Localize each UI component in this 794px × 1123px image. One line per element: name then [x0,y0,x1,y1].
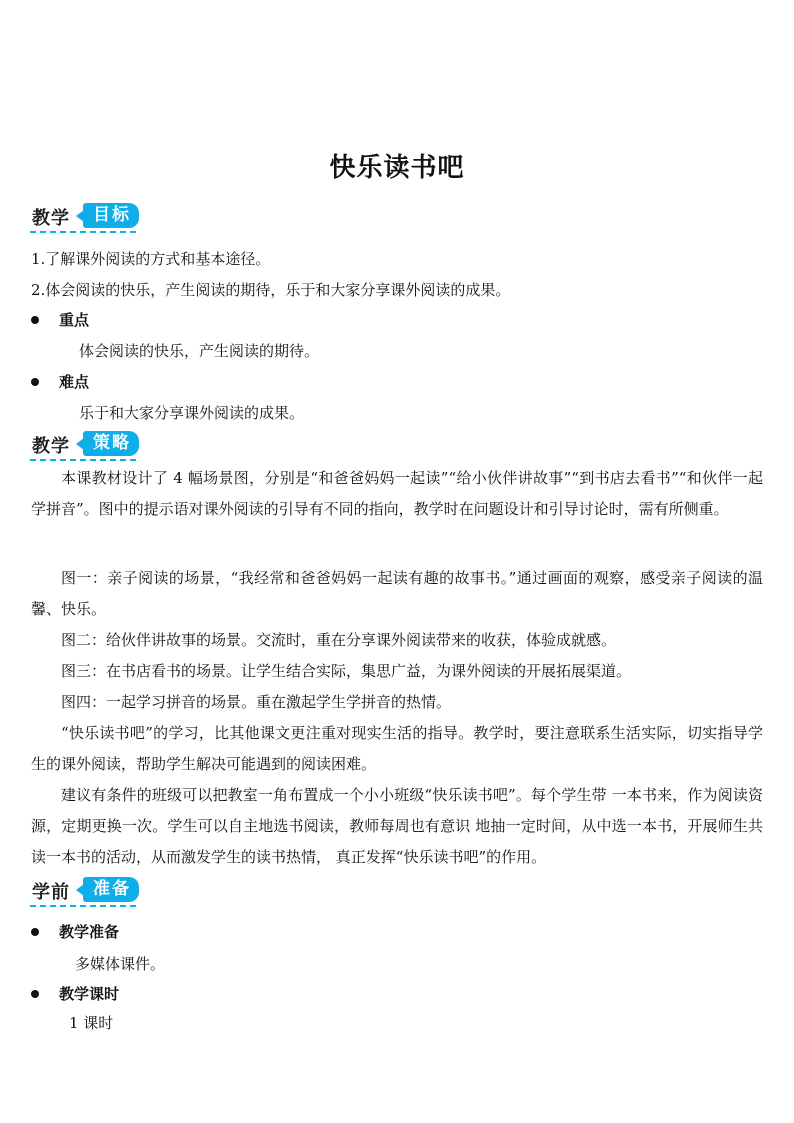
difficulty-label: 难点 [59,373,90,391]
strategy-paragraph: 建议有条件的班级可以把教室一角布置成一个小小班级“快乐读书吧”。每个学生带 一本书来，作为阅读资源，定期更换一次。学生可以自主地选书阅读，教师每周也有意识 地抽一定时间，从中选一本书，开展师生共读一本书的活动，从而激发学生的读书热情， 真正发挥“快乐读书吧”的作用。 [31,786,763,866]
bullet-icon [31,928,39,936]
goal-item-2: 2.体会阅读的快乐，产生阅读的期待，乐于和大家分享课外阅读的成果。 [31,281,511,299]
section-header-pill: 目标 [83,203,139,228]
section-header-goals [30,201,230,235]
section-header-strategy [30,429,230,463]
section-header-dark-text: 学前 [32,882,70,903]
materials-label: 教学准备 [59,923,120,941]
goal-item-1: 1.了解课外阅读的方式和基本途径。 [31,250,271,268]
bullet-icon [31,378,39,386]
strategy-paragraph: 图三：在书店看书的场景。让学生结合实际，集思广益，为课外阅读的开展拓展渠道。 [61,662,632,680]
materials-text: 多媒体课件。 [75,955,166,973]
bullet-icon [31,990,39,998]
page-title: 快乐读书吧 [329,153,465,183]
section-header-dark-text: 教学 [32,436,70,457]
section-header-pill: 策略 [83,431,139,456]
section-header-underline [30,231,136,233]
key-point-text: 体会阅读的快乐，产生阅读的期待。 [79,342,320,360]
section-header-underline [30,905,136,907]
strategy-paragraph: 图四：一起学习拼音的场景。重在激起学生学拼音的热情。 [61,693,452,711]
difficulty-text: 乐于和大家分享课外阅读的成果。 [79,404,305,422]
section-header-pill: 准备 [83,877,139,902]
strategy-paragraph: 图二：给伙伴讲故事的场景。交流时，重在分享课外阅读带来的收获，体验成就感。 [61,631,617,649]
strategy-paragraph: “快乐读书吧”的学习，比其他课文更注重对现实生活的指导。教学时，要注意联系生活实际，切实指导学生的课外阅读，帮助学生解决可能遇到的阅读困难。 [31,724,763,773]
section-header-prep [30,875,230,909]
strategy-paragraph: 图一：亲子阅读的场景，“我经常和爸爸妈妈一起读有趣的故事书。”通过画面的观察，感受亲子阅读的温馨、快乐。 [31,569,763,618]
strategy-paragraph: 本课教材设计了 4 幅场景图，分别是“和爸爸妈妈一起读”“给小伙伴讲故事”“到书店去看书”“和伙伴一起学拼音”。图中的提示语对课外阅读的引导有不同的指向，教学时在问题设计和引导讨论时，需有所侧重。 [31,469,763,518]
key-point-label: 重点 [59,311,90,329]
bullet-icon [31,316,39,324]
hours-label: 教学课时 [59,985,120,1003]
section-header-underline [30,459,136,461]
section-header-dark-text: 教学 [32,208,70,229]
hours-text: 1 课时 [69,1014,114,1032]
